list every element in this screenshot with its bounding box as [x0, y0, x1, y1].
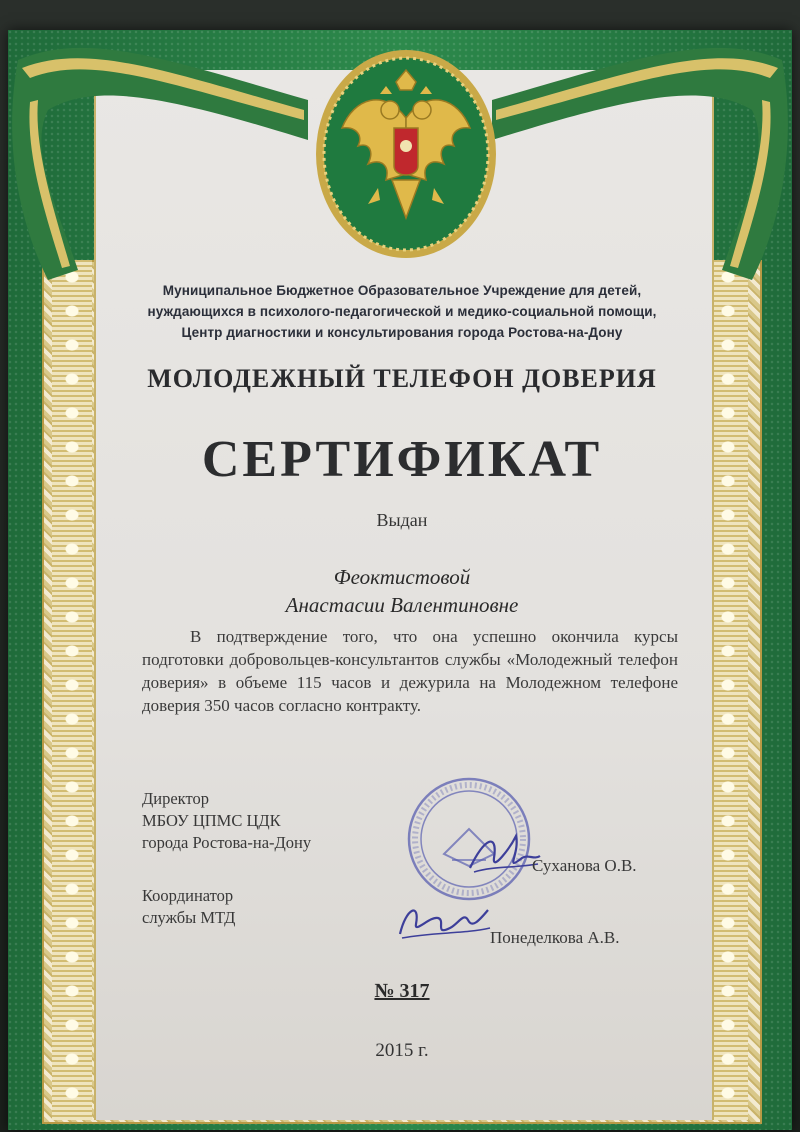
document-title: СЕРТИФИКАТ — [201, 431, 603, 488]
issued-label: Выдан — [376, 510, 428, 530]
director-title — [142, 788, 311, 854]
recipient-surname: Феоктистовой — [333, 565, 471, 589]
coordinator-title-line-1: Координатор — [142, 886, 234, 905]
certificate-body-text: В подтверждение того, что она успешно окончила курсы подготовки добровольцев-консультантов службы «Молодежный телефон доверия» в объеме 115 часов и дежурила на Молодежном телефоне доверия 350 часов согласно контракту. — [142, 627, 678, 715]
double-headed-eagle-icon — [314, 48, 498, 260]
certificate-year: 2015 г. — [375, 1040, 429, 1061]
service-title: МОЛОДЕЖНЫЙ ТЕЛЕФОН ДОВЕРИЯ — [147, 364, 657, 393]
director-title-line-1: Директор — [142, 789, 209, 808]
ribbon-right-decoration — [472, 30, 792, 290]
certificate-number-text: № 317 — [374, 980, 430, 1002]
coordinator-signature — [394, 898, 494, 944]
recipient-given-names: Анастасии Валентиновне — [285, 593, 519, 617]
director-name: Суханова О.В. — [532, 856, 637, 875]
org-line-1: Муниципальное Бюджетное Образовательное Учреждение для детей, — [162, 283, 642, 298]
left-ornament-border — [52, 260, 92, 1120]
right-ornament-border — [708, 260, 748, 1120]
director-title-line-3: города Ростова-на-Дону — [142, 833, 312, 852]
ribbon-left-decoration — [8, 30, 328, 290]
org-line-3: Центр диагностики и консультирования города Ростова-на-Дону — [181, 325, 623, 340]
certificate-number — [94, 980, 710, 1003]
director-title-line-2: МБОУ ЦПМС ЦДК — [142, 811, 281, 830]
certificate-sheet — [8, 30, 792, 1130]
organization-name — [94, 280, 710, 343]
org-line-2: нуждающихся в психолого-педагогической и медико-социальной помощи, — [147, 304, 657, 319]
coordinator-name: Понеделкова А.В. — [490, 928, 620, 947]
coordinator-title-line-2: службы МТД — [142, 908, 236, 927]
coordinator-title — [142, 885, 235, 929]
recipient-name — [94, 563, 710, 619]
